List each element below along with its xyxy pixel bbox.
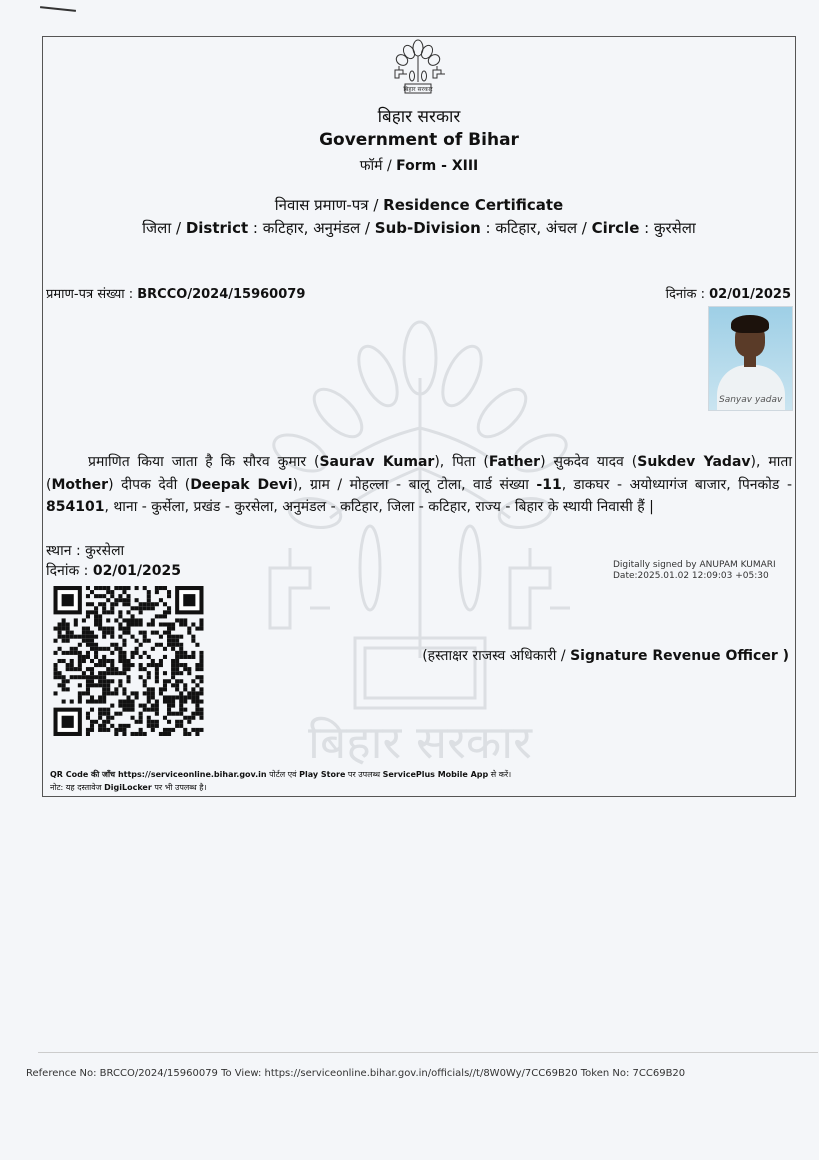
scan-mark (40, 6, 76, 12)
svg-text:बिहार सरकार: बिहार सरकार (308, 715, 532, 768)
qr-verification-note: QR Code की जाँच https://serviceonline.bihar.gov.in पोर्टल एवं Play Store पर उपलब्ध ServicePlus Mobile App से करें। (50, 770, 512, 779)
certificate-date: दिनांक : 02/01/2025 (665, 287, 791, 302)
certificate-number: प्रमाण-पत्र संख्या : BRCCO/2024/15960079 (46, 287, 306, 302)
place-date: दिनांक : 02/01/2025 (46, 563, 181, 579)
photo-signature: Sanyav yadav (719, 395, 783, 405)
qr-code[interactable] (52, 586, 205, 736)
form-number: फॉर्म / Form - XIII (359, 158, 479, 174)
certificate-body: प्रमाणित किया जाता है कि सौरव कुमार (Saurav Kumar), पिता (Father) सुकदेव यादव (Sukdev Yadav), माता (Mother) दीपक देवी (Deepak Devi), ग्राम / मोहल्ला - बालू टोला, वार्ड संख्या -11, डाकघर - अयोध्यागंज बाजार, पिनकोड - 854101, थाना - कुर्सेला, प्रखंड - कुरसेला, अनुमंडल - कटिहार, जिला - कटिहार, राज्य - बिहार के स्थायी निवासी हैं | (46, 454, 793, 515)
digital-signature (613, 560, 776, 582)
reference-line: Reference No: BRCCO/2024/15960079 To View: https://serviceonline.bihar.gov.in/officials//t/8W0Wy/7CC69B20 Token No: 7CC69B20 (26, 1068, 686, 1079)
reference-divider (38, 1052, 818, 1053)
district-line: जिला / District : कटिहार, अनुमंडल / Sub-Division : कटिहार, अंचल / Circle : कुरसेला (142, 219, 696, 237)
bihar-emblem-icon (385, 38, 451, 100)
header-title-hindi: बिहार सरकार (377, 107, 461, 127)
applicant-photo (708, 306, 793, 411)
digilocker-note: नोट: यह दस्तावेज DigiLocker पर भी उपलब्ध है। (50, 783, 207, 792)
svg-text:बिहार सरकार: बिहार सरकार (403, 86, 433, 93)
certificate-title: निवास प्रमाण-पत्र / Residence Certificate (274, 196, 564, 214)
watermark-emblem-icon (260, 318, 580, 768)
place: स्थान : कुरसेला (46, 543, 125, 559)
digital-signature-name: Digitally signed by ANUPAM KUMARI (613, 560, 776, 570)
header-title-english: Government of Bihar (319, 130, 519, 150)
signatory-label: (हस्ताक्षर राजस्व अधिकारी / Signature Revenue Officer ) (422, 648, 789, 664)
digital-signature-date: Date:2025.01.02 12:09:03 +05:30 (613, 571, 769, 581)
